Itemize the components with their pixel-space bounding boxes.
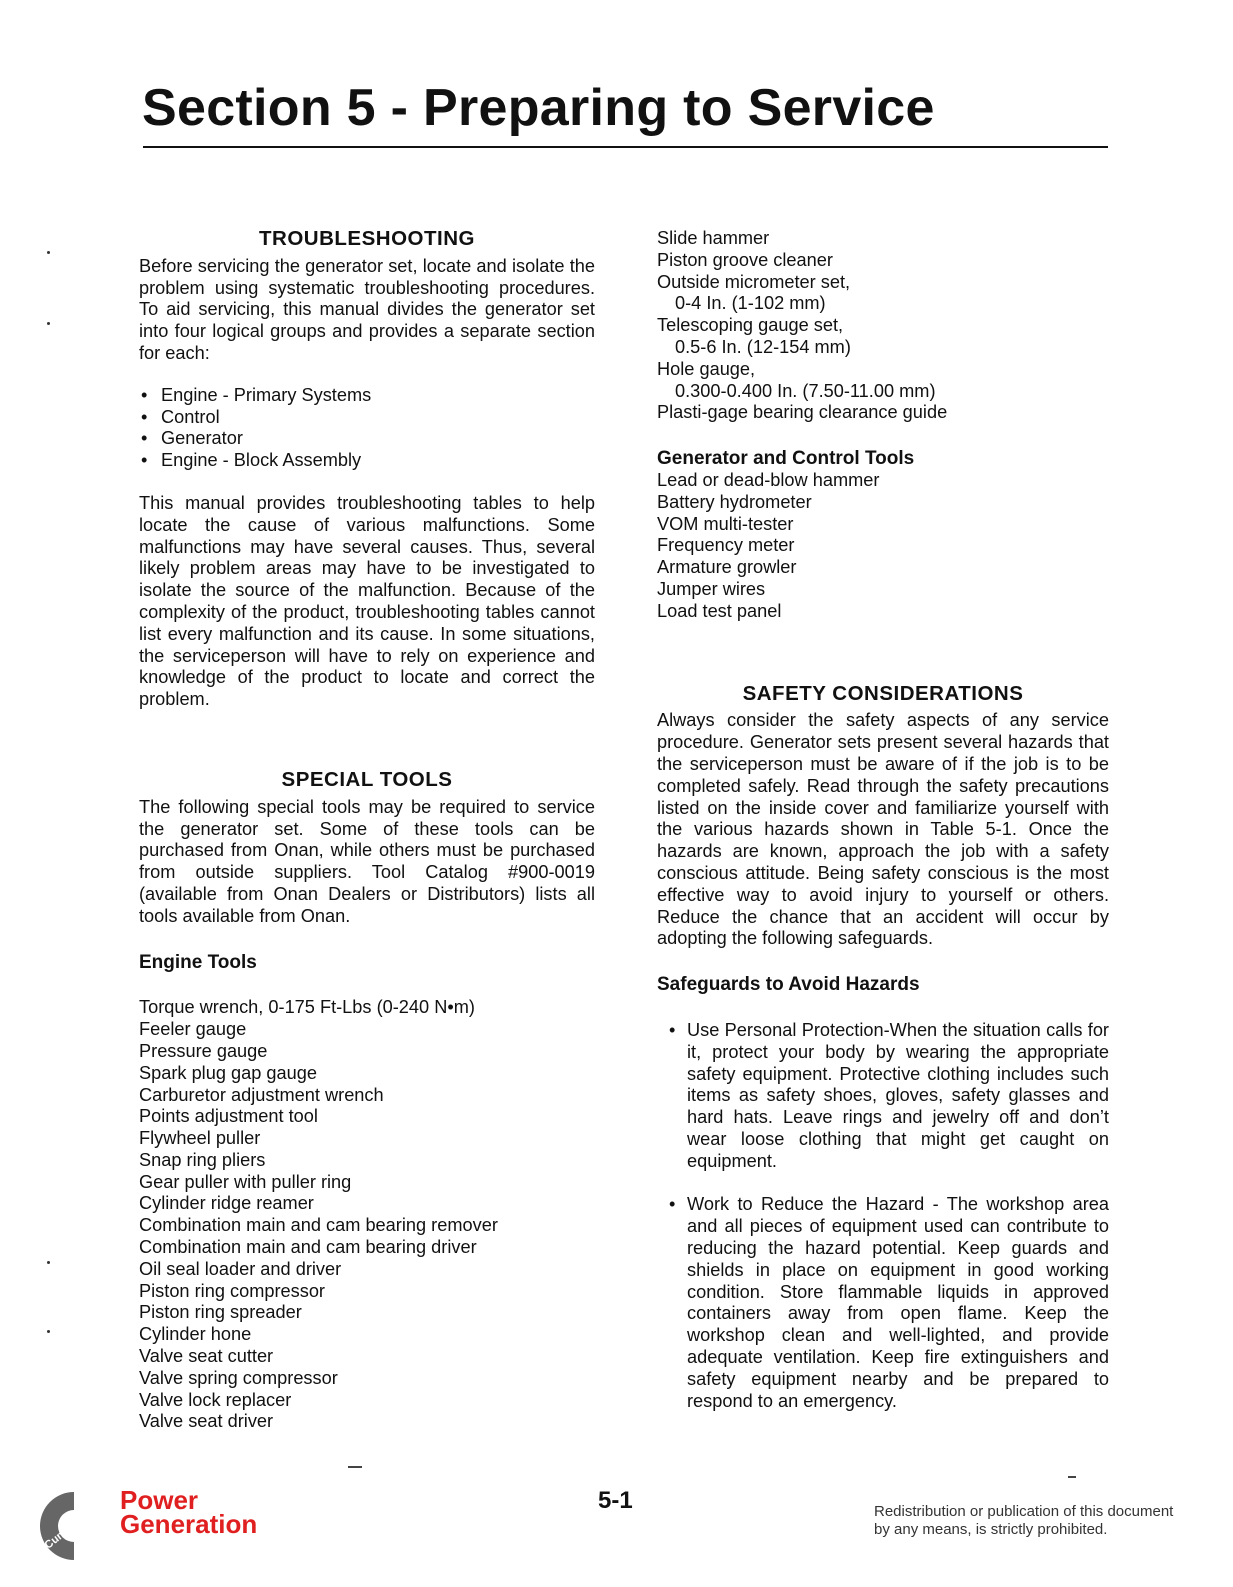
list-item: Load test panel (657, 600, 782, 621)
list-item: Hole gauge, (657, 358, 756, 379)
scan-mark (47, 251, 50, 254)
list-item: • Generator (139, 428, 595, 450)
list-item: • Control (139, 407, 595, 429)
list-item: Torque wrench, 0-175 Ft-Lbs (0-240 N•m) (139, 997, 475, 1018)
list-item: Flywheel puller (139, 1128, 261, 1149)
list-item: Slide hammer (657, 228, 770, 248)
list-item: Piston ring spreader (139, 1302, 302, 1323)
engine-tools-heading: Engine Tools (139, 951, 257, 973)
brand-line-1: Power (120, 1485, 199, 1515)
list-item: Valve seat cutter (139, 1346, 274, 1367)
list-item: Battery hydrometer (657, 491, 812, 512)
brand-line-2: Generation (120, 1509, 258, 1539)
list-item: Spark plug gap gauge (139, 1062, 317, 1083)
scan-mark (47, 1261, 50, 1264)
list-item: Telescoping gauge set, (657, 315, 844, 336)
list-item: • Engine - Primary Systems (139, 385, 595, 407)
troubleshooting-body: This manual provides troubleshooting tables to help locate the cause of various malfunctions. Some malfunctions may have several causes. Thus, several likely problem areas may have to be investigated to isolate the source of the malfunction. Because of the complexity of the product, troubleshooting tables cannot list every malfunction and its cause. In some situations, the serviceperson will have to rely on experience and knowledge of the product to locate and correct the problem. (139, 492, 595, 710)
list-item: • Use Personal Protection-When the situation calls for it, protect your body by wearing the appropriate safety equipment. Protective clothing includes such items as safety shoes, gloves, safety glasses and hard hats. Leave rings and jewelry off and don’t wear loose clothing that might get caught on equipment. (657, 1020, 1109, 1173)
list-item: Oil seal loader and driver (139, 1258, 342, 1279)
engine-tools-list (139, 997, 595, 1433)
list-item: VOM multi-tester (657, 513, 794, 534)
safety-heading: SAFETY CONSIDERATIONS (742, 681, 1024, 705)
page-number: 5-1 (598, 1487, 633, 1514)
copyright-notice (874, 1503, 1173, 1539)
list-item: • Work to Reduce the Hazard - The workshop area and all pieces of equipment used can contribute to reducing the hazard potential. Keep guards and shields in place on equipment in good working condition. Store flammable liquids in approved containers away from open flame. Keep the workshop clean and well-lighted, and provide adequate ventilation. Keep fire extinguishers and safety equipment nearby and be prepared to respond to an emergency. (657, 1194, 1109, 1412)
scan-mark (47, 322, 50, 325)
list-item: Valve lock replacer (139, 1389, 292, 1410)
list-item: Jumper wires (657, 578, 766, 599)
troubleshooting-heading: TROUBLESHOOTING (259, 227, 475, 250)
gen-tools-list (657, 470, 1109, 623)
list-item: • Engine - Block Assembly (139, 450, 595, 472)
right-column (657, 228, 1109, 1412)
list-item: Lead or dead-blow hammer (657, 469, 880, 490)
list-item: Piston ring compressor (139, 1280, 325, 1301)
list-item: Valve seat driver (139, 1411, 274, 1432)
logo-text: Cummins (42, 1511, 90, 1552)
list-item: Gear puller with puller ring (139, 1171, 352, 1192)
list-item: Points adjustment tool (139, 1106, 318, 1127)
list-item: 0.5-6 In. (12-154 mm) (675, 336, 851, 357)
list-item: Valve spring compressor (139, 1367, 338, 1388)
safeguards-heading: Safeguards to Avoid Hazards (657, 974, 920, 996)
notice-line-2: by any means, is strictly prohibited. (874, 1521, 1108, 1538)
left-column (139, 228, 595, 1433)
notice-line-1: Redistribution or publication of this document (874, 1503, 1174, 1520)
list-item: 0.300-0.400 In. (7.50-11.00 mm) (675, 380, 936, 401)
list-item: Carburetor adjustment wrench (139, 1084, 384, 1105)
list-item: Frequency meter (657, 535, 795, 556)
list-item: Feeler gauge (139, 1019, 247, 1040)
list-item: Cylinder ridge reamer (139, 1193, 314, 1214)
title-rule (143, 146, 1108, 148)
list-item: Outside micrometer set, (657, 271, 851, 292)
list-item: Armature growler (657, 557, 797, 578)
list-item: Combination main and cam bearing remover (139, 1215, 498, 1236)
gen-tools-heading: Generator and Control Tools (657, 448, 915, 470)
engine-tools-continued (657, 228, 1109, 424)
scan-mark (47, 1330, 50, 1333)
cummins-c-icon (28, 1486, 120, 1566)
special-tools-heading: SPECIAL TOOLS (281, 767, 453, 791)
list-item: Cylinder hone (139, 1324, 252, 1345)
special-tools-body: The following special tools may be required to service the generator set. Some of these tools can be purchased from Onan, while others must be purchased from outside suppliers. Tool Catalog #900-0019 (available from Onan Dealers or Distributors) lists all tools available from Onan. (139, 796, 595, 926)
brand-wordmark (120, 1485, 258, 1539)
list-item: Plasti-gage bearing clearance guide (657, 402, 948, 423)
group-list (139, 385, 595, 472)
safety-body: Always consider the safety aspects of any service procedure. Generator sets present several hazards that the serviceperson must be aware of if the job is to be completed safely. Read through the safety precautions listed on the inside cover and familiarize yourself with the various hazards shown in Table 5-1. Once the hazards are known, approach the job with a safety conscious attitude. Being safety conscious is the most effective way to avoid injury to yourself or others. Reduce the chance that an accident will occur by adopting the following safeguards. (657, 710, 1109, 949)
safeguards-list (657, 1020, 1109, 1413)
troubleshooting-intro: Before servicing the generator set, locate and isolate the problem using systematic troubleshooting procedures. To aid servicing, this manual divides the generator set into four logical groups and provides a separate section for each: (139, 255, 595, 363)
page-title: Section 5 - Preparing to Service (142, 79, 935, 137)
scan-mark (1068, 1476, 1076, 1478)
list-item: 0-4 In. (1-102 mm) (675, 293, 826, 314)
list-item: Combination main and cam bearing driver (139, 1237, 477, 1258)
scan-mark (348, 1466, 362, 1468)
list-item: Piston groove cleaner (657, 249, 833, 270)
list-item: Snap ring pliers (139, 1149, 266, 1170)
list-item: Pressure gauge (139, 1040, 268, 1061)
